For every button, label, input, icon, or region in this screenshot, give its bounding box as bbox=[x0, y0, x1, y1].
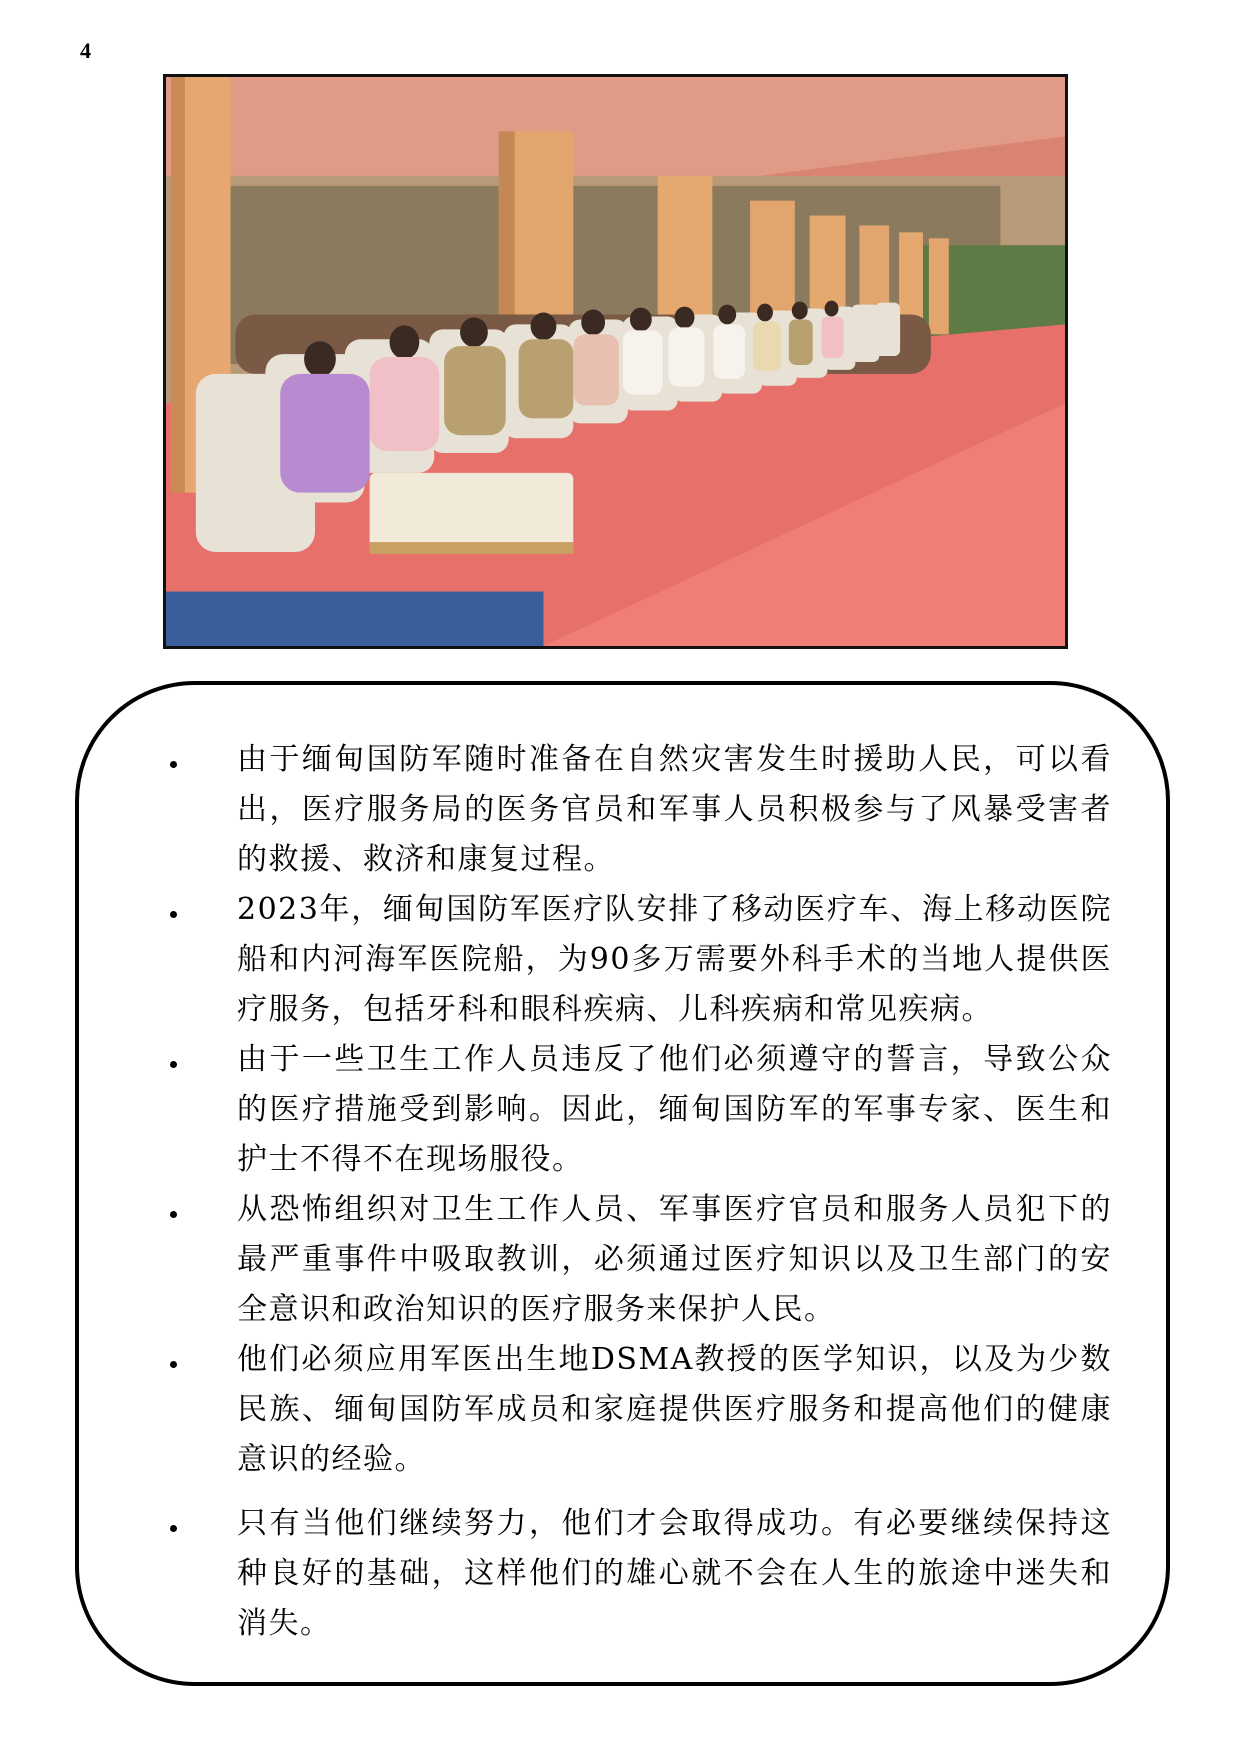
bullet-text: 从恐怖组织对卫生工作人员、军事医疗官员和服务人员犯下的最严重事件中吸取教训，必须通过医疗知识以及卫生部门的安全意识和政治知识的医疗服务来保护人民。 bbox=[237, 1192, 1112, 1327]
list-item bbox=[162, 1035, 1112, 1185]
bullet-icon bbox=[170, 1525, 177, 1532]
list-item bbox=[162, 735, 1112, 885]
bullet-icon bbox=[170, 761, 177, 768]
list-item bbox=[162, 885, 1112, 1035]
list-item bbox=[162, 1335, 1112, 1485]
bullet-text: 2023年，缅甸国防军医疗队安排了移动医疗车、海上移动医院船和内河海军医院船，为90多万需要外科手术的当地人提供医疗服务，包括牙科和眼科疾病、儿科疾病和常见疾病。 bbox=[237, 892, 1112, 1027]
ceremony-photo bbox=[163, 74, 1068, 649]
bullet-text: 由于缅甸国防军随时准备在自然灾害发生时援助人民，可以看出，医疗服务局的医务官员和军事人员积极参与了风暴受害者的救援、救济和康复过程。 bbox=[237, 742, 1112, 877]
bullet-icon bbox=[170, 1061, 177, 1068]
ceremony-photo-icon bbox=[166, 77, 1065, 646]
bullet-icon bbox=[170, 1211, 177, 1218]
list-item bbox=[162, 1499, 1112, 1649]
bullet-text: 他们必须应用军医出生地DSMA教授的医学知识，以及为少数民族、缅甸国防军成员和家庭提供医疗服务和提高他们的健康意识的经验。 bbox=[237, 1342, 1112, 1477]
list-item bbox=[162, 1185, 1112, 1335]
bullet-icon bbox=[170, 911, 177, 918]
page-number: 4 bbox=[80, 38, 91, 63]
bullet-text: 由于一些卫生工作人员违反了他们必须遵守的誓言，导致公众的医疗措施受到影响。因此，缅甸国防军的军事专家、医生和护士不得不在现场服役。 bbox=[237, 1042, 1112, 1177]
bullet-text: 只有当他们继续努力，他们才会取得成功。有必要继续保持这种良好的基础，这样他们的雄心就不会在人生的旅途中迷失和消失。 bbox=[237, 1506, 1112, 1641]
bullet-icon bbox=[170, 1361, 177, 1368]
text-panel bbox=[75, 681, 1170, 1686]
bullet-list bbox=[162, 735, 1112, 1649]
